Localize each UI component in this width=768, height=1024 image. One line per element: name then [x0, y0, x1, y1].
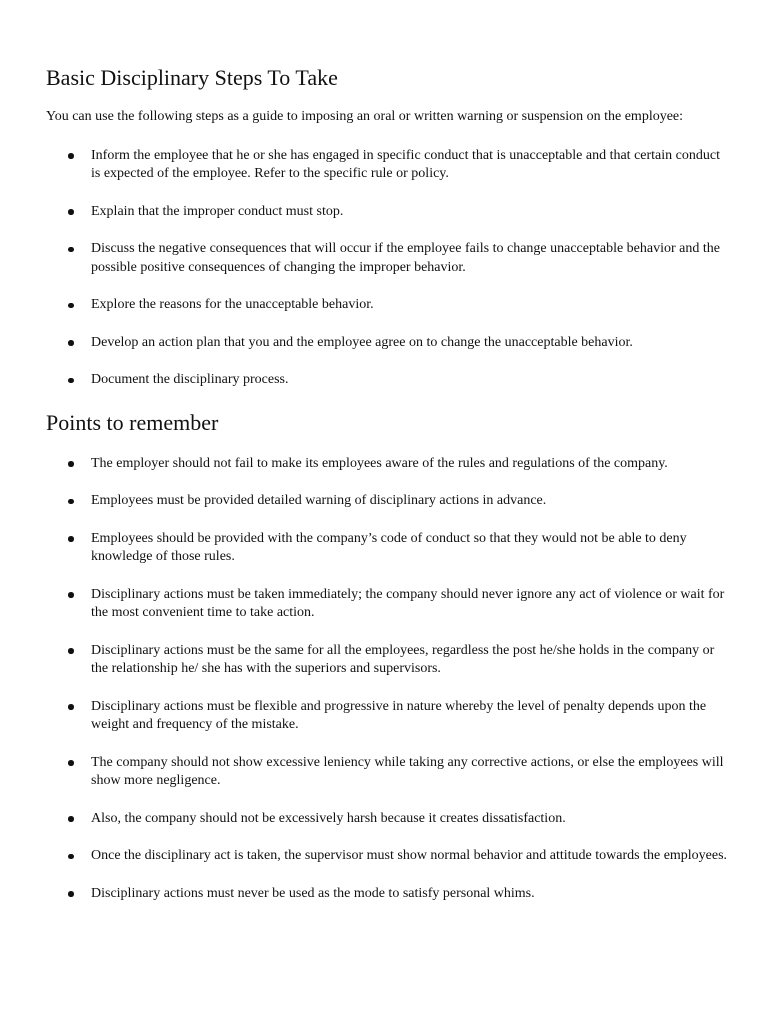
- list-item: Employees should be provided with the company’s code of conduct so that they would not be able to deny knowledge of those rules.: [46, 530, 729, 567]
- list-item: Explain that the improper conduct must stop.: [46, 203, 729, 222]
- list-item: The employer should not fail to make its employees aware of the rules and regulations of the company.: [46, 455, 729, 474]
- steps-list: [46, 147, 722, 390]
- list-item: Disciplinary actions must be flexible and progressive in nature whereby the level of penalty depends upon the weight and frequency of the mistake.: [46, 698, 729, 735]
- list-item: Develop an action plan that you and the employee agree on to change the unacceptable behavior.: [46, 334, 729, 353]
- section-heading-points: Points to remember: [46, 409, 219, 435]
- list-item: Also, the company should not be excessively harsh because it creates dissatisfaction.: [46, 810, 729, 829]
- section-heading-steps: Basic Disciplinary Steps To Take: [46, 65, 338, 90]
- points-list: [46, 455, 728, 904]
- list-item: Disciplinary actions must never be used as the mode to satisfy personal whims.: [46, 885, 729, 904]
- list-item: Document the disciplinary process.: [46, 371, 729, 390]
- intro-paragraph: You can use the following steps as a guide to imposing an oral or written warning or suspension on the employee:: [46, 109, 684, 124]
- list-item: Explore the reasons for the unacceptable behavior.: [46, 296, 729, 315]
- list-item: Once the disciplinary act is taken, the supervisor must show normal behavior and attitude towards the employees.: [46, 847, 729, 866]
- list-item: Disciplinary actions must be the same for all the employees, regardless the post he/she holds in the company or the relationship he/ she has with the superiors and supervisors.: [46, 642, 729, 679]
- list-item: Disciplinary actions must be taken immediately; the company should never ignore any act of violence or wait for the most convenient time to take action.: [46, 586, 729, 623]
- list-item: Employees must be provided detailed warning of disciplinary actions in advance.: [46, 492, 729, 511]
- list-item: Discuss the negative consequences that will occur if the employee fails to change unacceptable behavior and the possible positive consequences of changing the improper behavior.: [46, 240, 729, 277]
- list-item: Inform the employee that he or she has engaged in specific conduct that is unacceptable and that certain conduct is expected of the employee. Refer to the specific rule or policy.: [46, 147, 729, 184]
- list-item: The company should not show excessive leniency while taking any corrective actions, or else the employees will show more negligence.: [46, 754, 729, 791]
